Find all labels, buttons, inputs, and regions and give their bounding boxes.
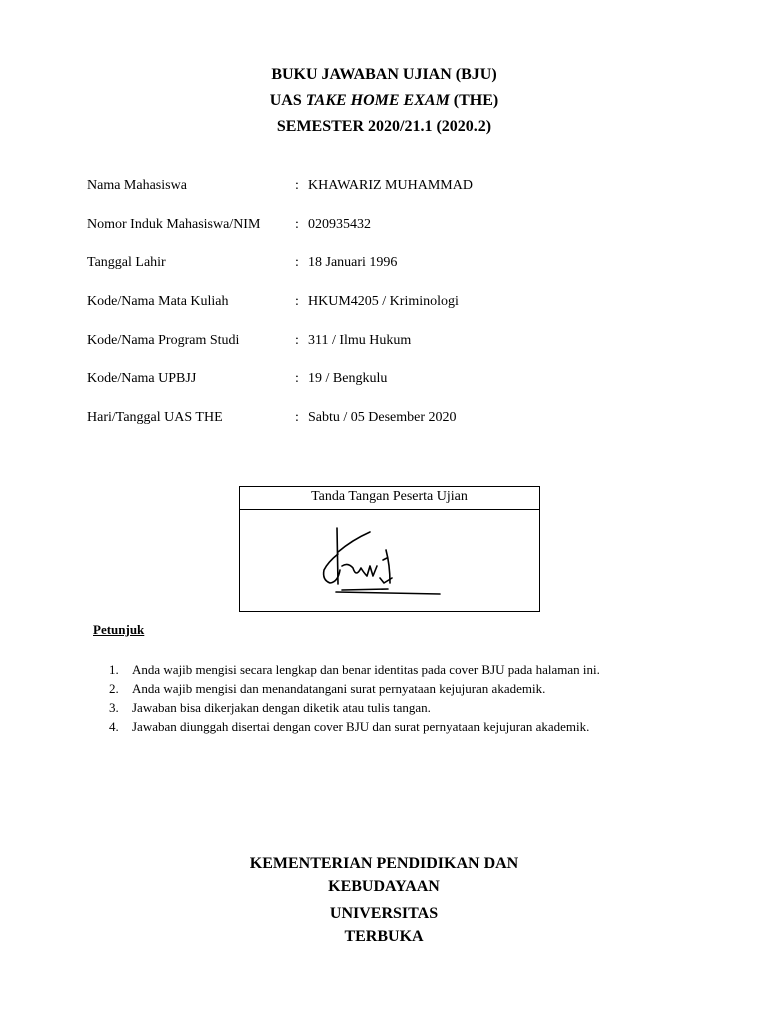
identity-colon: : [295,255,299,271]
signature-image [240,510,539,611]
instructions-title: Petunjuk [93,622,145,637]
list-item-text: Anda wajib mengisi dan menandatangani surat pernyataan kejujuran akademik. [132,681,546,696]
institution-footer [0,852,768,948]
identity-label: Hari/Tanggal UAS THE [87,410,223,426]
identity-row-nim [87,215,707,254]
list-item-text: Jawaban diunggah disertai dengan cover BJU dan surat pernyataan kejujuran akademik. [132,719,590,734]
identity-label: Kode/Nama UPBJJ [87,371,197,387]
list-item [109,717,689,736]
identity-label: Tanggal Lahir [87,255,166,271]
identity-row-nama [87,176,707,215]
signature-box [239,486,540,612]
identity-colon: : [295,216,299,232]
identity-row-hari-tanggal [87,408,707,447]
identity-label: Kode/Nama Mata Kuliah [87,294,229,310]
identity-colon: : [295,332,299,348]
identity-value: HKUM4205 / Kriminologi [308,294,459,310]
identity-value: 18 Januari 1996 [308,255,398,271]
footer-university-line2: TERBUKA [344,928,424,945]
identity-table [87,176,707,447]
identity-colon: : [295,371,299,387]
identity-label: Kode/Nama Program Studi [87,332,240,348]
identity-value: KHAWARIZ MUHAMMAD [308,178,473,193]
identity-row-upbjj [87,369,707,408]
header-exam-suffix: (THE) [449,92,499,109]
list-item-text: Jawaban bisa dikerjakan dengan diketik atau tulis tangan. [132,700,431,715]
list-item-number: 3. [109,700,119,715]
document-header [0,62,768,140]
list-item-number: 1. [109,662,119,677]
identity-row-program-studi [87,331,707,370]
identity-value: 19 / Bengkulu [308,371,388,387]
header-title: BUKU JAWABAN UJIAN (BJU) [271,66,497,83]
header-semester: SEMESTER 2020/21.1 (2020.2) [276,118,492,135]
list-item-text: Anda wajib mengisi secara lengkap dan benar identitas pada cover BJU pada halaman ini. [132,662,600,677]
header-exam-italic: TAKE HOME EXAM [305,92,450,109]
identity-value: 020935432 [308,216,371,232]
footer-ministry-line2: KEBUDAYAAN [328,878,440,895]
identity-colon: : [295,410,299,426]
list-item [109,679,689,698]
identity-label: Nama Mahasiswa [87,178,187,193]
list-item [109,698,689,717]
header-exam-prefix: UAS [269,92,306,109]
signature-box-title: Tanda Tangan Peserta Ujian [240,487,539,510]
footer-university-line1: UNIVERSITAS [329,905,439,922]
list-item [109,660,689,679]
identity-colon: : [295,178,299,193]
identity-row-mata-kuliah [87,292,707,331]
identity-value: 311 / Ilmu Hukum [308,332,412,348]
identity-label: Nomor Induk Mahasiswa/NIM [87,216,261,232]
header-exam-type [0,88,768,114]
identity-row-tanggal-lahir [87,253,707,292]
footer-ministry-line1: KEMENTERIAN PENDIDIKAN DAN [249,855,519,872]
identity-colon: : [295,294,299,310]
list-item-number: 4. [109,719,119,734]
instructions-list [109,660,689,736]
identity-value: Sabtu / 05 Desember 2020 [308,410,457,426]
list-item-number: 2. [109,681,119,696]
